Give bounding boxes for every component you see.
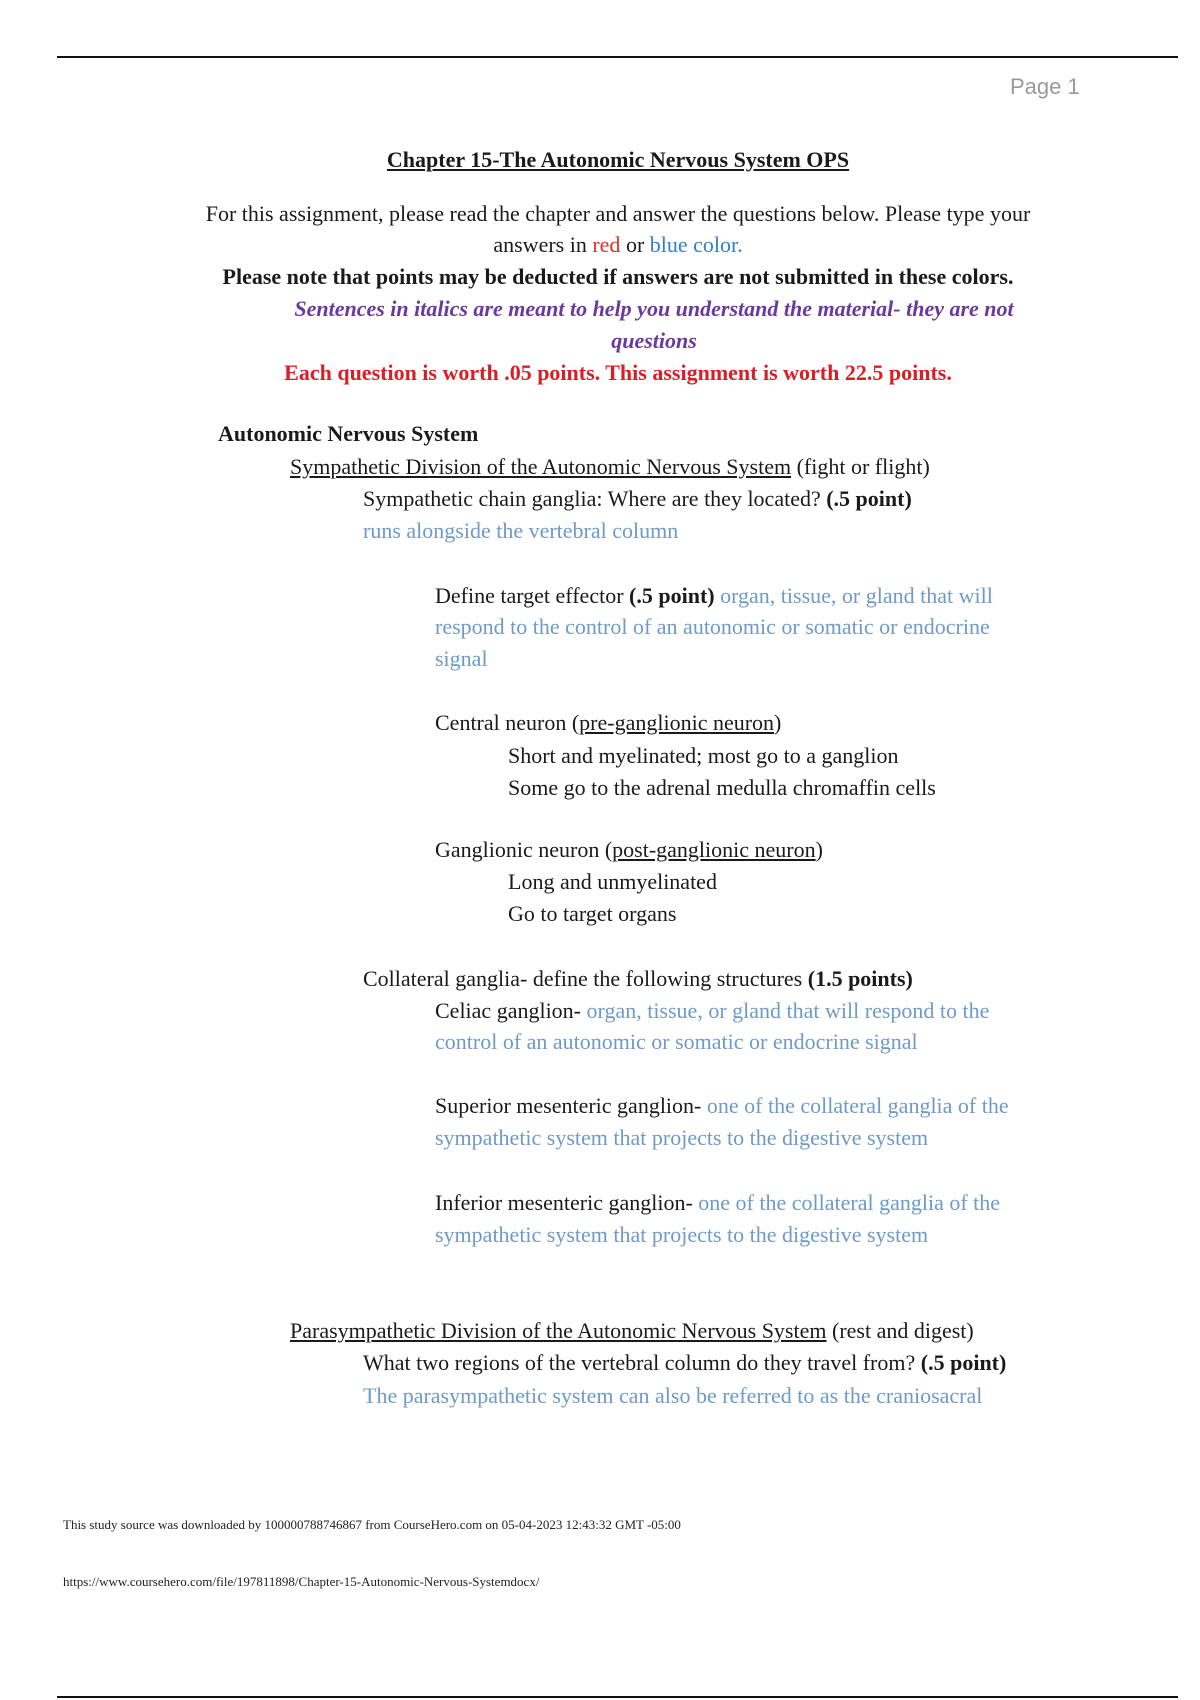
target-question [435, 580, 993, 612]
parasympathetic-suffix: (rest and digest) [826, 1318, 974, 1343]
parasympathetic-title: Parasympathetic Division of the Autonomic Nervous System [290, 1318, 827, 1343]
inferior-answer-2: sympathetic system that projects to the digestive system [435, 1222, 929, 1247]
parasympathetic-answer: The parasympathetic system can also be referred to as the craniosacral [363, 1383, 983, 1408]
central-detail-2: Some go to the adrenal medulla chromaffin cells [508, 775, 936, 800]
central-term: pre-ganglionic neuron [579, 710, 775, 735]
celiac-answer-2: control of an autonomic or somatic or endocrine signal [435, 1029, 918, 1054]
page-number: Page 1 [1010, 74, 1080, 99]
ganglionic-prefix: Ganglionic neuron ( [435, 837, 613, 862]
color-note: Please note that points may be deducted if answers are not submitted in these colors. [222, 264, 1014, 289]
inferior-answer-1: one of the collateral ganglia of the [692, 1190, 1001, 1215]
ganglionic-detail-1: Long and unmyelinated [508, 869, 717, 894]
collateral-question [363, 963, 913, 995]
celiac-line-1 [435, 995, 989, 1027]
inferior-label: Inferior mesenteric ganglion- [435, 1190, 693, 1215]
superior-label: Superior mesenteric ganglion- [435, 1093, 702, 1118]
chain-question-text: Sympathetic chain ganglia: Where are they located? [363, 486, 827, 511]
superior-line-1 [435, 1090, 1009, 1122]
italics-note-line-2: questions [611, 328, 697, 353]
target-answer-2: respond to the control of an autonomic or somatic or endocrine [435, 614, 990, 639]
ganglionic-neuron [435, 834, 823, 866]
sympathetic-title: Sympathetic Division of the Autonomic Nervous System [290, 454, 792, 479]
top-rule [57, 56, 1178, 58]
target-answer-3: signal [435, 646, 488, 671]
celiac-label: Celiac ganglion- [435, 998, 582, 1023]
chain-answer: runs alongside the vertebral column [363, 518, 679, 543]
parasympathetic-question-text: What two regions of the vertebral column do they travel from? [363, 1350, 921, 1375]
celiac-answer-1: organ, tissue, or gland that will respond to the [581, 998, 990, 1023]
chain-points: (.5 point) [826, 486, 912, 511]
central-detail-1: Short and myelinated; most go to a ganglion [508, 743, 899, 768]
intro-prefix: answers in [493, 232, 593, 257]
parasympathetic-heading [290, 1315, 974, 1347]
superior-answer-2: sympathetic system that projects to the digestive system [435, 1125, 929, 1150]
points-note: Each question is worth .05 points. This assignment is worth 22.5 points. [284, 360, 952, 385]
collateral-question-text: Collateral ganglia- define the following structures [363, 966, 808, 991]
intro-line-2 [0, 229, 1200, 261]
target-answer-1: organ, tissue, or gland that will [714, 583, 993, 608]
or-word: or [620, 232, 650, 257]
ganglionic-term: post-ganglionic neuron [612, 837, 816, 862]
ganglionic-detail-2: Go to target organs [508, 901, 677, 926]
chain-question [363, 483, 912, 515]
collateral-points: (1.5 points) [807, 966, 913, 991]
target-question-text: Define target effector [435, 583, 630, 608]
sympathetic-heading [290, 451, 930, 483]
central-prefix: Central neuron ( [435, 710, 580, 735]
target-points: (.5 point) [629, 583, 715, 608]
superior-answer-1: one of the collateral ganglia of the [701, 1093, 1009, 1118]
central-neuron [435, 707, 781, 739]
parasympathetic-question [363, 1347, 1006, 1379]
section-heading: Autonomic Nervous System [218, 421, 479, 446]
red-word: red [592, 232, 621, 257]
ganglionic-suffix: ) [815, 837, 823, 862]
blue-word: blue color. [649, 232, 743, 257]
bottom-rule [57, 1696, 1178, 1698]
inferior-line-1 [435, 1187, 1000, 1219]
italics-note-line-1: Sentences in italics are meant to help you understand the material- they are not [294, 296, 1014, 321]
parasympathetic-points: (.5 point) [920, 1350, 1007, 1375]
document-title: Chapter 15-The Autonomic Nervous System OPS [386, 147, 850, 172]
intro-line-1: For this assignment, please read the chapter and answer the questions below. Please type your [205, 201, 1031, 226]
download-note: This study source was downloaded by 100000788746867 from CourseHero.com on 05-04-2023 12:43:32 GMT -05:00 [63, 1517, 681, 1532]
source-url[interactable]: https://www.coursehero.com/file/197811898/Chapter-15-Autonomic-Nervous-Systemdocx/ [63, 1574, 540, 1589]
central-suffix: ) [774, 710, 782, 735]
sympathetic-suffix: (fight or flight) [791, 454, 930, 479]
